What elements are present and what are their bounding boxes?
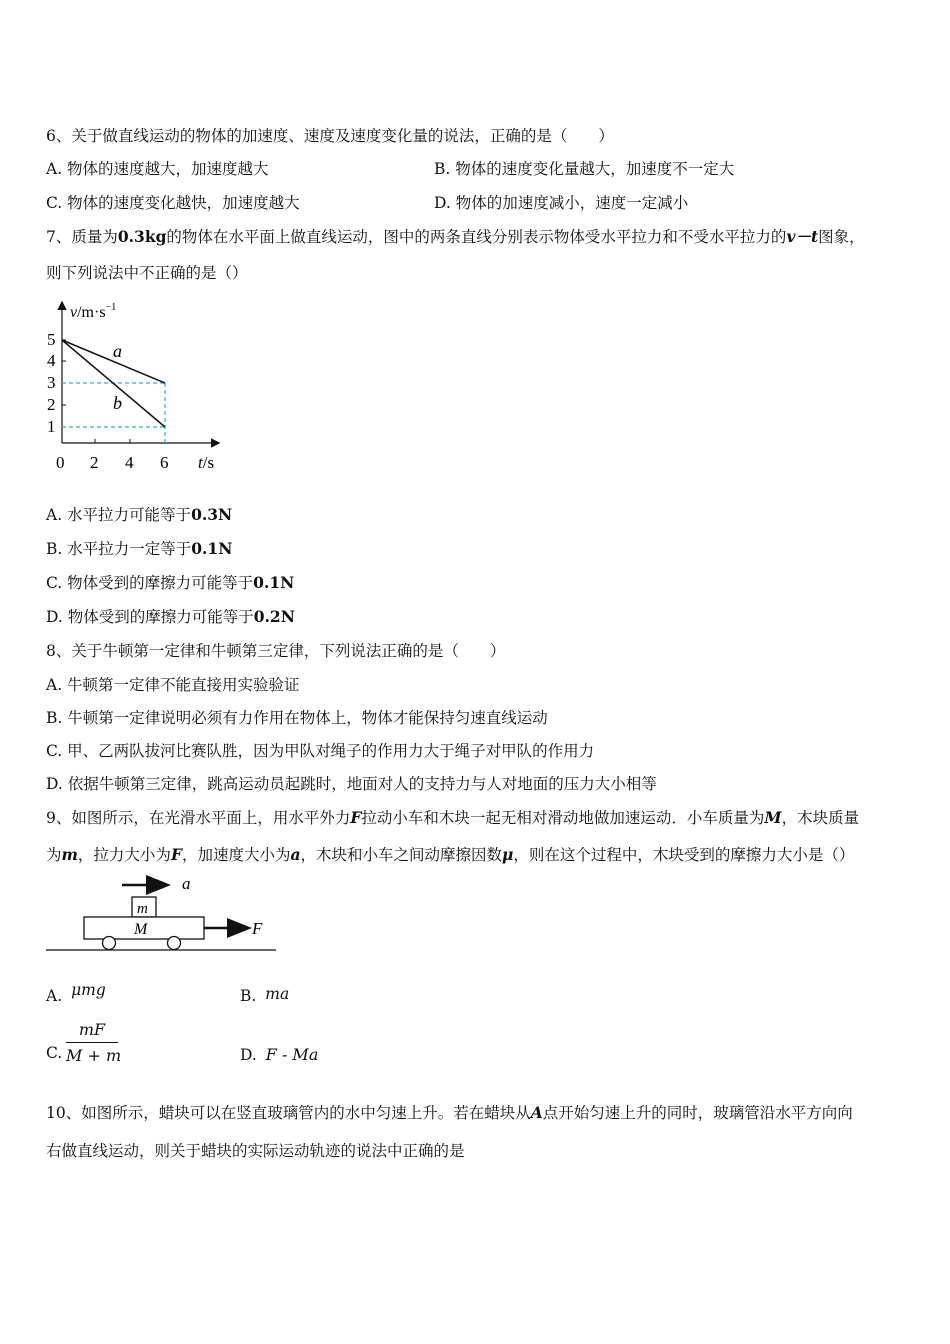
cart-figure [44, 872, 284, 956]
q10-stem: 10、如图所示，蜡块可以在竖直玻璃管内的水中匀速上升。若在蜡块从A点开始匀速上升的同时，玻璃管沿水平方向向 [46, 1103, 853, 1122]
q8-option-a: A. 牛顿第一定律不能直接用实验验证 [46, 676, 300, 694]
cart-label: M [134, 921, 148, 938]
fraction [66, 1020, 122, 1066]
x-axis-label: t/s [198, 453, 215, 472]
q8-stem: 8、关于牛顿第一定律和牛顿第三定律，下列说法正确的是（ ） [46, 642, 506, 660]
fraction-numerator: mF [78, 1020, 106, 1039]
q9-option-d: D. F - Ma [240, 1045, 319, 1064]
q7-option-a: A. 水平拉力可能等于0.3N [46, 505, 233, 524]
y-tick-5: 5 [47, 330, 56, 349]
x-tick-0: 0 [56, 453, 65, 472]
force-label: F [252, 919, 263, 938]
q6-stem: 6、关于做直线运动的物体的加速度、速度及速度变化量的说法，正确的是（ ） [46, 127, 614, 145]
q6-option-d: D. 物体的加速度减小，速度一定减小 [434, 194, 689, 212]
x-tick-4: 4 [125, 453, 134, 472]
y-tick-4: 4 [47, 351, 56, 370]
wheel-left [103, 937, 116, 950]
fraction-bar [66, 1042, 118, 1043]
acceleration-label: a [182, 874, 191, 893]
vt-graph [40, 295, 240, 480]
wheel-right [168, 937, 181, 950]
y-tick-1: 1 [47, 417, 56, 436]
x-tick-6: 6 [160, 453, 169, 472]
q7-stem: 7、质量为0.3kg的物体在水平面上做直线运动，图中的两条直线分别表示物体受水平拉力和不受水平拉力的v－t图象， [46, 227, 865, 246]
q8-option-c: C. 甲、乙两队拔河比赛队胜，因为甲队对绳子的作用力大于绳子对甲队的作用力 [46, 742, 595, 760]
q6-option-b: B. 物体的速度变化量越大，加速度不一定大 [434, 160, 735, 178]
q7-option-c: C. 物体受到的摩擦力可能等于0.1N [46, 573, 295, 592]
q7-option-b: B. 水平拉力一定等于0.1N [46, 539, 233, 558]
q8-option-b: B. 牛顿第一定律说明必须有力作用在物体上，物体才能保持匀速直线运动 [46, 709, 548, 727]
q6-option-c: C. 物体的速度变化越快，加速度越大 [46, 194, 300, 212]
fraction-denominator: M + m [66, 1046, 122, 1065]
block-m-label: m [137, 901, 148, 917]
q9-option-a: A. μmg [46, 981, 106, 1005]
series-b-label: b [113, 393, 122, 413]
q10-stem-line2: 右做直线运动，则关于蜡块的实际运动轨迹的说法中正确的是 [46, 1142, 465, 1160]
y-axis-label: $v/m\cdot s^{-1}$ [70, 302, 117, 321]
y-tick-3: 3 [47, 373, 56, 392]
q9-stem-line2: 为m，拉力大小为F，加速度大小为a，木块和小车之间动摩擦因数μ，则在这个过程中，木块受到的摩擦力大小是（） [46, 845, 855, 864]
series-a-label: a [113, 341, 122, 361]
x-tick-2: 2 [90, 453, 99, 472]
q8-option-d: D. 依据牛顿第三定律，跳高运动员起跳时，地面对人的支持力与人对地面的压力大小相等 [46, 775, 657, 793]
q7-option-d: D. 物体受到的摩擦力可能等于0.2N [46, 607, 295, 626]
y-tick-2: 2 [47, 395, 56, 414]
q9-option-b: B. ma [240, 985, 290, 1005]
q6-option-a: A. 物体的速度越大，加速度越大 [46, 160, 269, 178]
q7-stem-line2: 则下列说法中不正确的是（） [46, 264, 248, 282]
q9-stem: 9、如图所示，在光滑水平面上，用水平外力F拉动小车和木块一起无相对滑动地做加速运动．小车质量为M，木块质量 [46, 808, 860, 827]
